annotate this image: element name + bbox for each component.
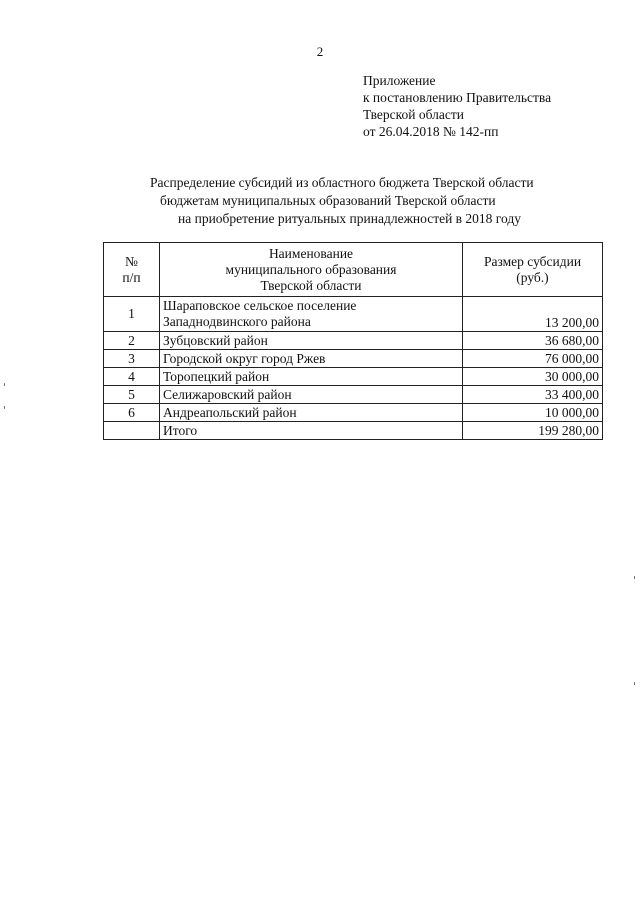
row-amount: 76 000,00 <box>463 350 603 368</box>
row-number: 6 <box>104 404 160 422</box>
header-text: № <box>125 253 138 269</box>
table-row <box>104 386 603 404</box>
row-name <box>160 297 463 332</box>
row-amount: 13 200,00 <box>463 297 603 332</box>
header-text: п/п <box>122 269 141 285</box>
total-row <box>104 422 603 440</box>
header-text: (руб.) <box>516 269 549 285</box>
table-row <box>104 297 603 332</box>
scan-speck <box>4 406 5 409</box>
title-line: бюджетам муниципальных образований Тверской области <box>160 193 496 208</box>
row-amount: 33 400,00 <box>463 386 603 404</box>
header-text: Размер субсидии <box>483 253 582 269</box>
title-line: на приобретение ритуальных принадлежностей в 2018 году <box>178 211 521 226</box>
appendix-line: Тверской области <box>363 107 464 122</box>
table-row <box>104 332 603 350</box>
header-number <box>104 243 160 297</box>
row-number: 3 <box>104 350 160 368</box>
total-number-cell <box>104 422 160 440</box>
row-amount: 30 000,00 <box>463 368 603 386</box>
scan-speck <box>634 682 635 685</box>
row-name: Селижаровский район <box>160 386 463 404</box>
scan-speck <box>4 383 5 386</box>
header-text: Тверской области <box>260 277 362 293</box>
row-name: Городской округ город Ржев <box>160 350 463 368</box>
row-number: 4 <box>104 368 160 386</box>
document-title <box>100 174 620 228</box>
row-number: 2 <box>104 332 160 350</box>
total-label: Итого <box>160 422 463 440</box>
appendix-line: к постановлению Правительства <box>363 90 552 105</box>
row-amount: 10 000,00 <box>463 404 603 422</box>
page-number: 2 <box>316 44 324 59</box>
title-line: Распределение субсидий из областного бюджета Тверской области <box>150 175 534 190</box>
row-name: Андреапольский район <box>160 404 463 422</box>
appendix-line: Приложение <box>363 73 436 88</box>
header-name <box>160 243 463 297</box>
header-text: муниципального образования <box>225 261 397 277</box>
subsidy-table <box>103 242 603 440</box>
row-name: Торопецкий район <box>160 368 463 386</box>
appendix-line: от 26.04.2018 № 142-пп <box>363 124 499 139</box>
table-row <box>104 368 603 386</box>
scan-speck <box>634 576 635 579</box>
row-number: 1 <box>104 297 160 332</box>
row-amount: 36 680,00 <box>463 332 603 350</box>
header-amount <box>463 243 603 297</box>
table-row <box>104 404 603 422</box>
table-row <box>104 350 603 368</box>
table-header-row <box>104 243 603 297</box>
header-text: Наименование <box>268 245 354 261</box>
row-number: 5 <box>104 386 160 404</box>
row-name-line: Шараповское сельское поселение <box>163 298 357 313</box>
total-amount: 199 280,00 <box>463 422 603 440</box>
row-name-line: Западнодвинского района <box>163 314 311 329</box>
appendix-block <box>363 72 551 140</box>
row-name: Зубцовский район <box>160 332 463 350</box>
